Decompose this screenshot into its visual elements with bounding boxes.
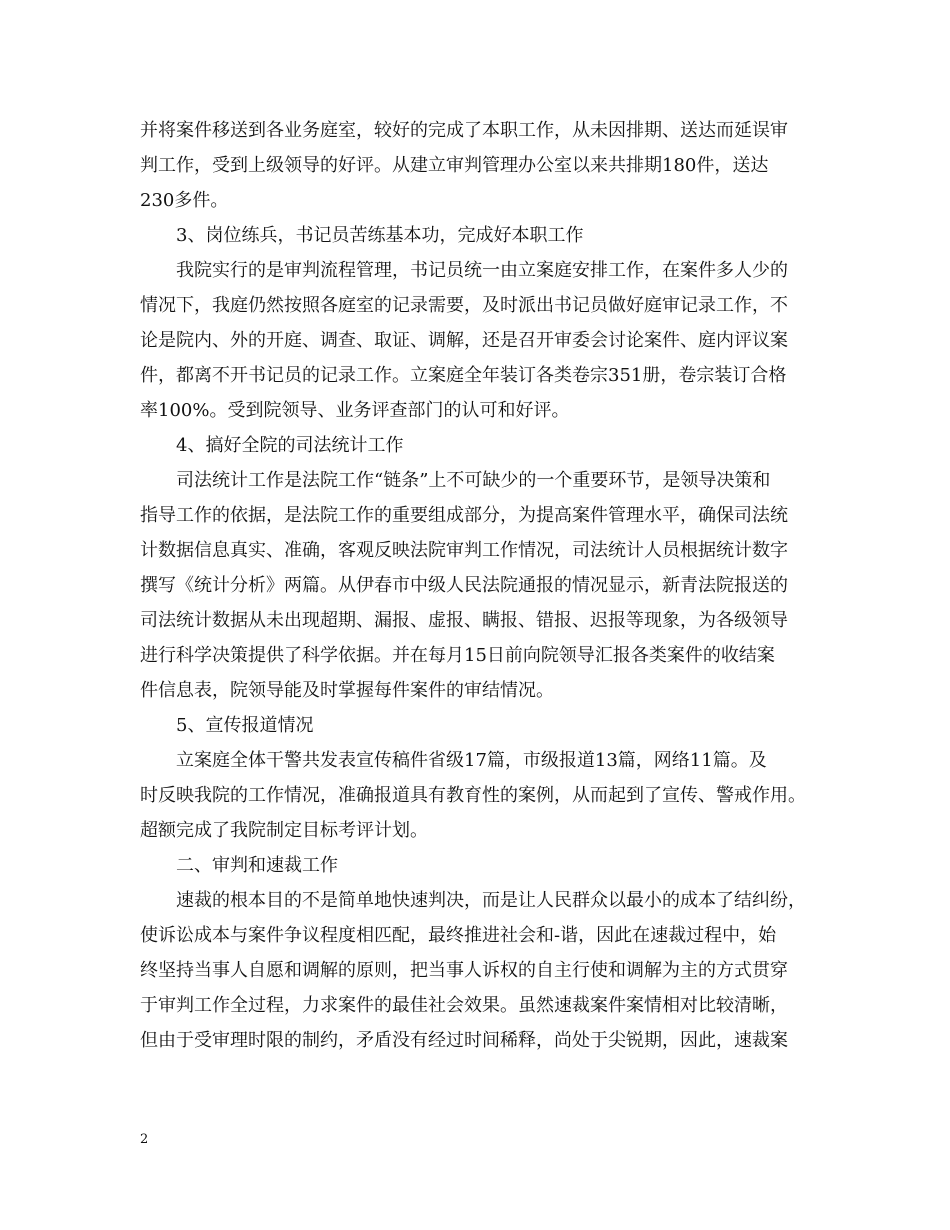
text-line: 但由于受审理时限的制约，矛盾没有经过时间稀释，尚处于尖锐期，因此，速裁案 xyxy=(140,1030,788,1051)
page-number: 2 xyxy=(140,1132,149,1147)
text-line: 于审判工作全过程，力求案件的最佳社会效果。虽然速裁案件案情相对比较清晰， xyxy=(140,995,788,1016)
text-line: 超额完成了我院制定目标考评计划。 xyxy=(140,820,428,841)
text-line: 时反映我院的工作情况，准确报道具有教育性的案例，从而起到了宣传、警戒作用。 xyxy=(140,785,806,806)
text-line: 5、宣传报道情况 xyxy=(176,715,314,736)
text-line: 计数据信息真实、准确，客观反映法院审判工作情况，司法统计人员根据统计数字 xyxy=(140,540,788,561)
text-line: 率100%。受到院领导、业务评查部门的认可和好评。 xyxy=(140,400,570,421)
text-line: 并将案件移送到各业务庭室，较好的完成了本职工作，从未因排期、送达而延误审 xyxy=(140,120,788,141)
text-line: 情况下，我庭仍然按照各庭室的记录需要，及时派出书记员做好庭审记录工作，不 xyxy=(140,295,788,316)
text-line: 终坚持当事人自愿和调解的原则，把当事人诉权的自主行使和调解为主的方式贯穿 xyxy=(140,960,788,981)
text-line: 判工作，受到上级领导的好评。从建立审判管理办公室以来共排期180件，送达 xyxy=(140,155,769,176)
text-line: 撰写《统计分析》两篇。从伊春市中级人民法院通报的情况显示，新青法院报送的 xyxy=(140,575,788,596)
text-line: 速裁的根本目的不是简单地快速判决，而是让人民群众以最小的成本了结纠纷， xyxy=(176,890,806,911)
text-line: 我院实行的是审判流程管理，书记员统一由立案庭安排工作，在案件多人少的 xyxy=(176,260,788,281)
text-line: 件，都离不开书记员的记录工作。立案庭全年装订各类卷宗351册，卷宗装订合格 xyxy=(140,365,787,386)
body-text xyxy=(140,113,840,1058)
text-line: 司法统计数据从未出现超期、漏报、虚报、瞒报、错报、迟报等现象，为各级领导 xyxy=(140,610,788,631)
text-line: 立案庭全体干警共发表宣传稿件省级17篇，市级报道13篇，网络11篇。及 xyxy=(176,750,767,771)
text-line: 4、搞好全院的司法统计工作 xyxy=(176,435,404,456)
text-line: 司法统计工作是法院工作“链条”上不可缺少的一个重要环节，是领导决策和 xyxy=(176,470,771,491)
text-line: 230多件。 xyxy=(140,190,229,211)
text-line: 论是院内、外的开庭、调查、取证、调解，还是召开审委会讨论案件、庭内评议案 xyxy=(140,330,788,351)
text-line: 3、岗位练兵，书记员苦练基本功，完成好本职工作 xyxy=(176,225,584,246)
text-line: 进行科学决策提供了科学依据。并在每月15日前向院领导汇报各类案件的收结案 xyxy=(140,645,775,666)
text-line: 二、审判和速裁工作 xyxy=(176,855,338,876)
text-line: 使诉讼成本与案件争议程度相匹配，最终推进社会和-谐，因此在速裁过程中，始 xyxy=(140,925,777,946)
text-line: 件信息表，院领导能及时掌握每件案件的审结情况。 xyxy=(140,680,554,701)
text-line: 指导工作的依据，是法院工作的重要组成部分，为提高案件管理水平，确保司法统 xyxy=(140,505,788,526)
